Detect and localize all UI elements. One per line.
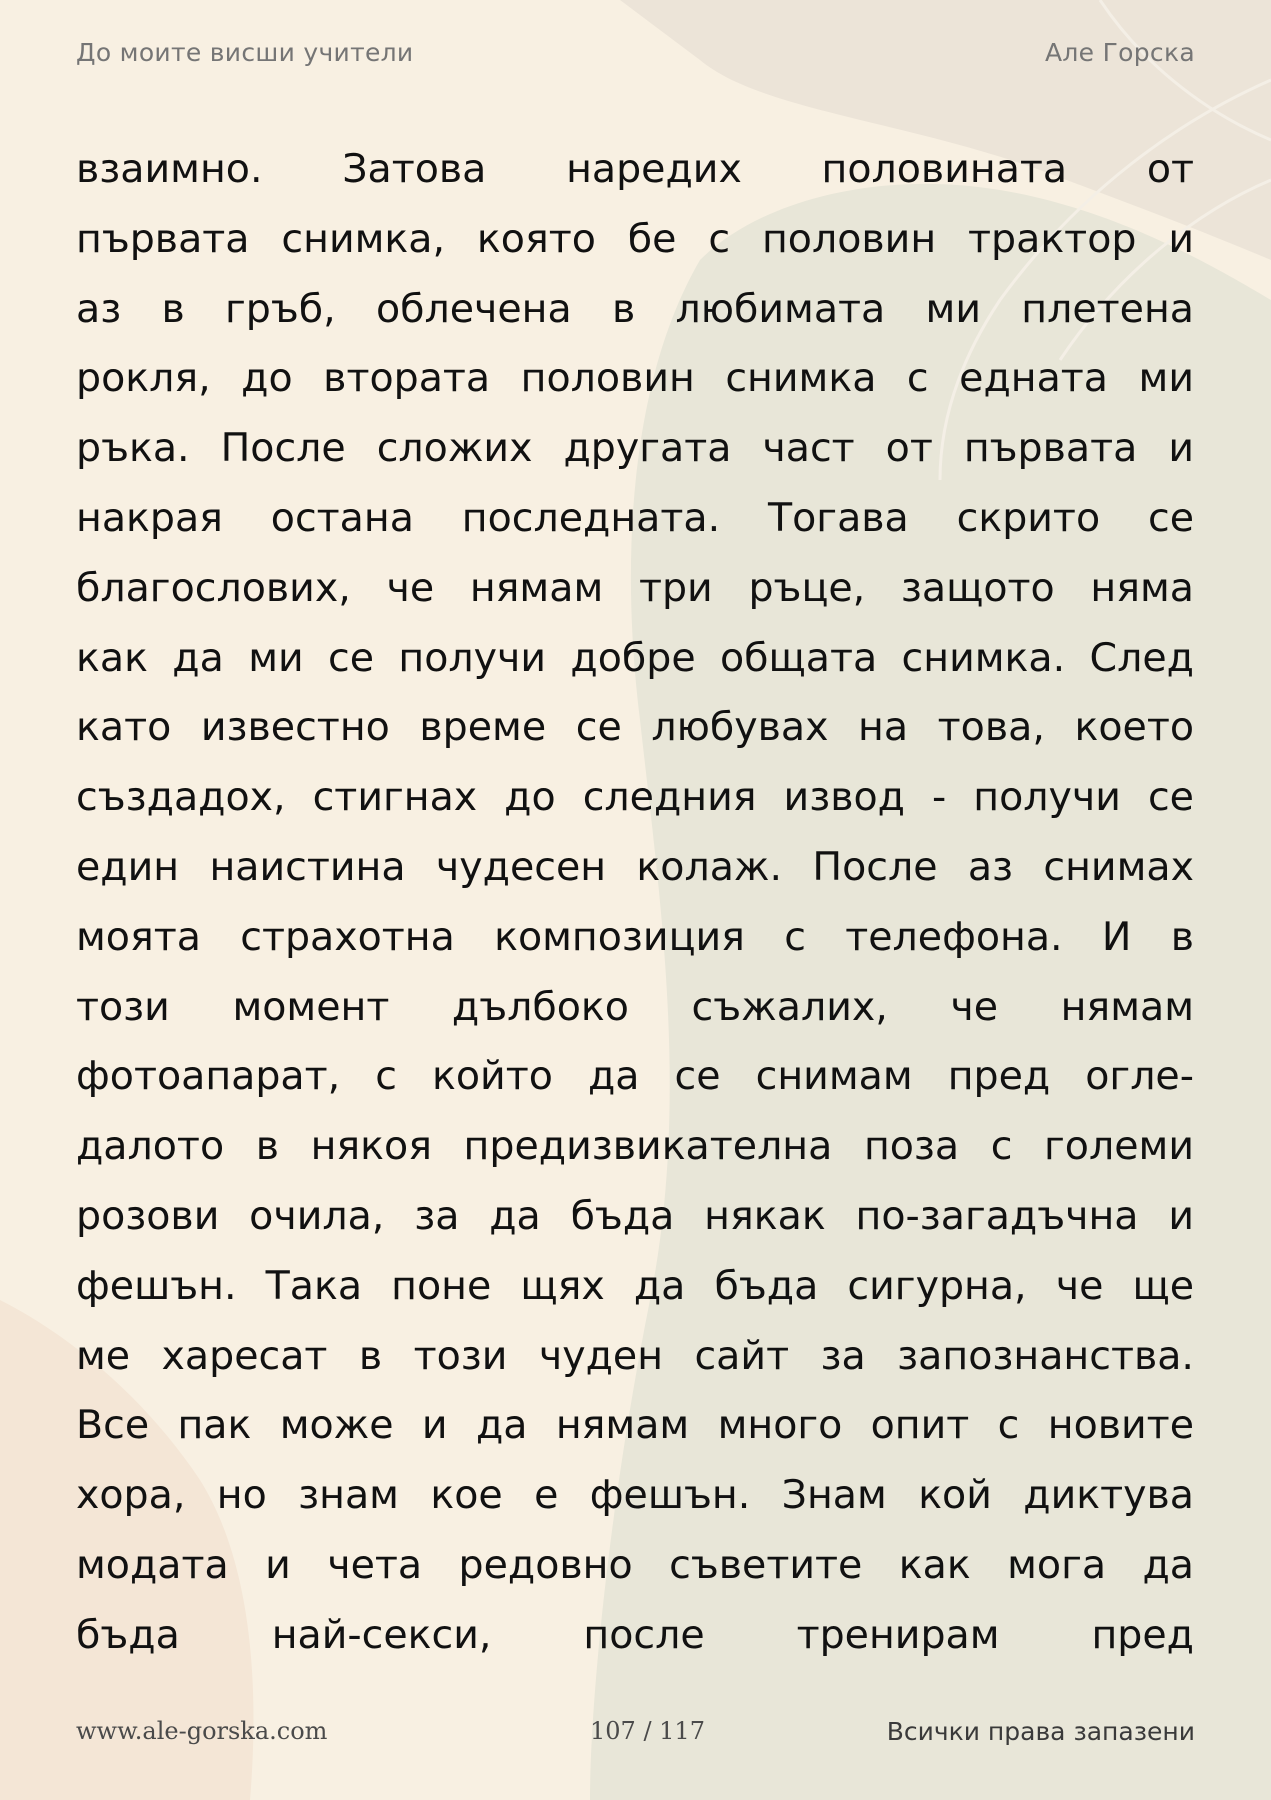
text-line: аз в гръб, облечена в любимата ми плетена: [76, 285, 1194, 332]
text-line: като известно време се любувах на това, което: [76, 704, 1194, 751]
text-line: моята страхотна композиция с телефона. И в: [76, 913, 1194, 960]
text-line: накрая остана последната. Тогава скрито се: [76, 494, 1194, 541]
text-line: фотоапарат, с който да се снимам пред огле-: [76, 1053, 1194, 1100]
text-line: първата снимка, която бе с половин трактор и: [76, 215, 1194, 262]
text-line: един наистина чудесен колаж. После аз снимах: [76, 843, 1194, 890]
website-link[interactable]: www.ale-gorska.com: [76, 1717, 328, 1745]
page-header: [76, 34, 1195, 70]
text-line: рокля, до втората половин снимка с едната ми: [76, 355, 1194, 402]
page-footer: [76, 1711, 1195, 1751]
text-line: далото в някоя предизвикателна поза с големи: [76, 1123, 1194, 1170]
author-name: Але Горска: [1045, 37, 1195, 67]
text-line: ръка. После сложих другата част от първата и: [76, 425, 1194, 472]
page-indicator: 107 / 117: [590, 1717, 705, 1745]
book-title: До моите висши учители: [76, 37, 414, 67]
text-line: създадох, стигнах до следния извод - получи се: [76, 774, 1194, 821]
text-line: фешън. Така поне щях да бъда сигурна, че ще: [76, 1262, 1194, 1309]
body-text: [76, 135, 1194, 1671]
text-line: Все пак може и да нямам много опит с новите: [76, 1402, 1194, 1449]
text-line: розови очила, за да бъда някак по-загадъчна и: [76, 1192, 1194, 1239]
text-line: благослових, че нямам три ръце, защото няма: [76, 564, 1194, 611]
text-line: взаимно. Затова наредих половината от: [76, 146, 1194, 192]
text-line: ме харесат в този чуден сайт за запознанства.: [76, 1332, 1194, 1379]
text-line: как да ми се получи добре общата снимка. След: [76, 634, 1194, 681]
copyright-notice: Всички права запазени: [886, 1716, 1195, 1746]
text-line: бъда най-секси, после тренирам пред: [76, 1611, 1194, 1658]
text-line: хора, но знам кое е фешън. Знам кой диктува: [76, 1472, 1194, 1519]
text-line: модата и чета редовно съветите как мога да: [76, 1541, 1194, 1588]
text-line: този момент дълбоко съжалих, че нямам: [76, 983, 1194, 1030]
